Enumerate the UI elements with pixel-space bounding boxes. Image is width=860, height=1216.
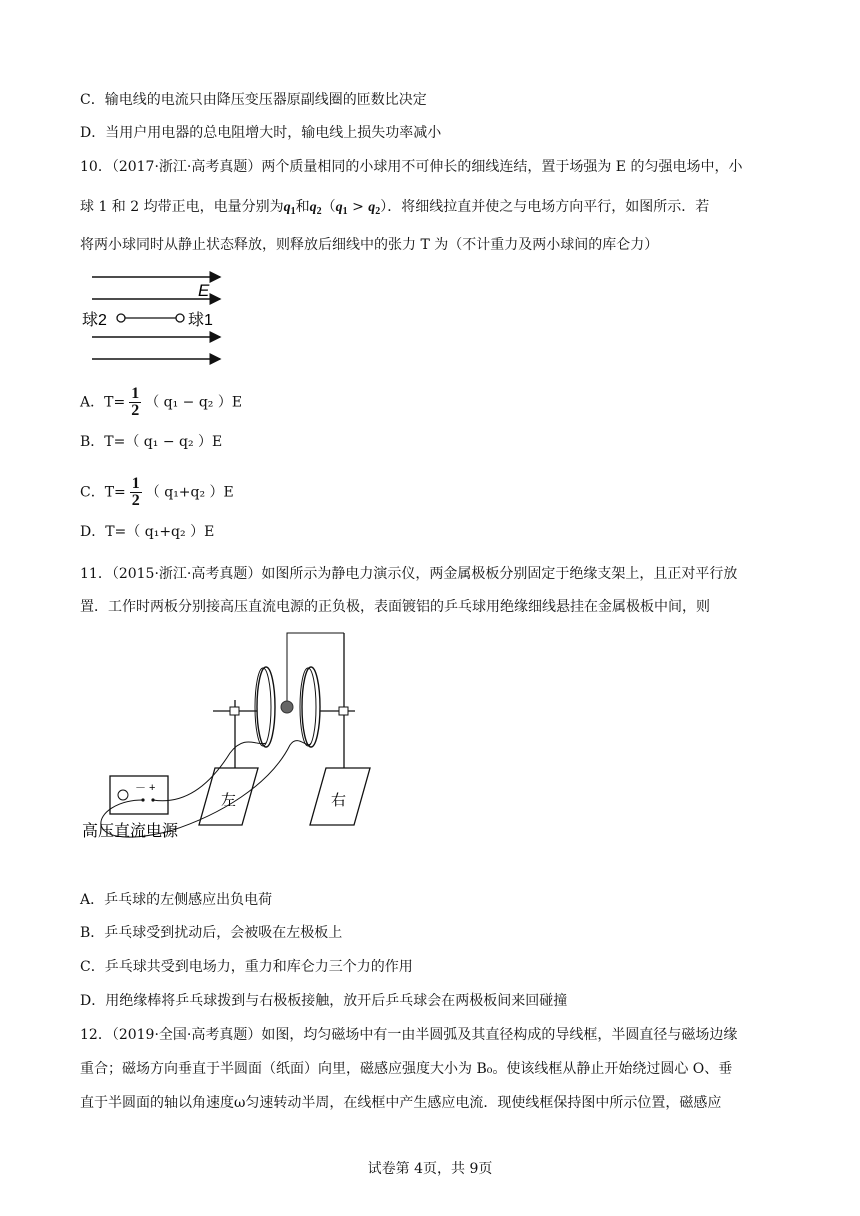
ball2-label: 球2 bbox=[82, 312, 107, 329]
right-label: 右 bbox=[331, 792, 347, 809]
q12-line2: 重合；磁场方向垂直于半圆面（纸面）向里，磁感应强度大小为 B₀。使该线框从静止开始绕过圆心 O、垂 bbox=[80, 1061, 733, 1077]
q1-symbol: $q_1$ bbox=[283, 200, 296, 217]
q10-line2 bbox=[80, 197, 709, 222]
option-c: C．T= $\frac{1}{2}$ （ q₁+q₂ ）E bbox=[80, 475, 234, 509]
q11-line2: 置．工作时两板分别接高压直流电源的正负极，表面镀铝的乒乓球用绝缘细线悬挂在金属极板中间，则 bbox=[80, 599, 710, 615]
q10-line2-b: ）．将细线拉直并使之与电场方向平行，如图所示．若 bbox=[380, 199, 710, 215]
option-b: B．T=（ q₁ − q₂ ）E bbox=[80, 434, 223, 450]
ball1-label: 球1 bbox=[188, 312, 213, 329]
ball1 bbox=[176, 314, 184, 322]
q10-line3: 将两小球同时从静止状态释放，则释放后细线中的张力 T 为（不计重力及两小球间的库仑力） bbox=[80, 237, 659, 253]
half-fraction-a: $\frac{1}{2}$ bbox=[131, 385, 140, 419]
half-fraction-c: $\frac{1}{2}$ bbox=[131, 475, 140, 509]
and-text: 和 bbox=[295, 199, 310, 215]
q2-symbol: $q_2$ bbox=[309, 200, 322, 217]
field-label: E bbox=[198, 281, 210, 300]
condition-q1: $q_1$ bbox=[335, 200, 348, 217]
power-terminals: － + bbox=[135, 782, 156, 794]
q11-figure bbox=[80, 625, 380, 850]
q10-line1: 10．（2017·浙江·高考真题）两个质量相同的小球用不可伸长的细线连结，置于场强为 E 的匀强电场中，小 bbox=[80, 159, 743, 175]
q12-line1: 12．（2019·全国·高考真题）如图，均匀磁场中有一由半圆弧及其直径构成的导线框，半圆直径与磁场边缘 bbox=[80, 1027, 738, 1043]
right-plate bbox=[302, 667, 320, 747]
q12-line3: 直于半圆面的轴以角速度ω匀速转动半周，在线框中产生感应电流．现使线框保持图中所示位置，磁感应 bbox=[80, 1095, 722, 1111]
ball2 bbox=[117, 314, 125, 322]
q10-line2-a: 球 1 和 2 均带正电，电量分别为 bbox=[80, 199, 284, 215]
right-clamp bbox=[339, 707, 348, 715]
pingpong-ball bbox=[281, 701, 293, 713]
power-dial bbox=[118, 790, 128, 800]
option-a: A．T= $\frac{1}{2}$ （ q₁ − q₂ ）E bbox=[80, 385, 243, 419]
power-label: 高压直流电源 bbox=[82, 823, 179, 840]
condition-open: （ bbox=[321, 199, 336, 215]
q11-line1: 11．（2015·浙江·高考真题）如图所示为静电力演示仪，两金属极板分别固定于绝缘支架上，且正对平行放 bbox=[80, 566, 738, 582]
q11-option-a: A．乒乓球的左侧感应出负电荷 bbox=[80, 892, 273, 908]
q10-figure bbox=[80, 268, 230, 368]
left-plate bbox=[257, 667, 275, 747]
condition-q2: $q_2$ bbox=[368, 200, 381, 217]
q11-option-b: B．乒乓球受到扰动后，会被吸在左极板上 bbox=[80, 925, 343, 941]
left-label: 左 bbox=[221, 792, 237, 809]
condition-gt: > bbox=[347, 199, 369, 215]
q11-option-c: C．乒乓球共受到电场力，重力和库仑力三个力的作用 bbox=[80, 959, 413, 975]
page-footer: 试卷第 4页，共 9页 bbox=[367, 1161, 493, 1177]
left-clamp bbox=[230, 707, 239, 715]
option-d: D．T=（ q₁+q₂ ）E bbox=[80, 524, 215, 540]
option-d-prev: D．当用户用电器的总电阻增大时，输电线上损失功率减小 bbox=[80, 125, 442, 141]
option-c-prev: C．输电线的电流只由降压变压器原副线圈的匝数比决定 bbox=[80, 92, 427, 108]
q11-option-d: D．用绝缘棒将乒乓球拨到与右极板接触，放开后乒乓球会在两极板间来回碰撞 bbox=[80, 993, 568, 1009]
